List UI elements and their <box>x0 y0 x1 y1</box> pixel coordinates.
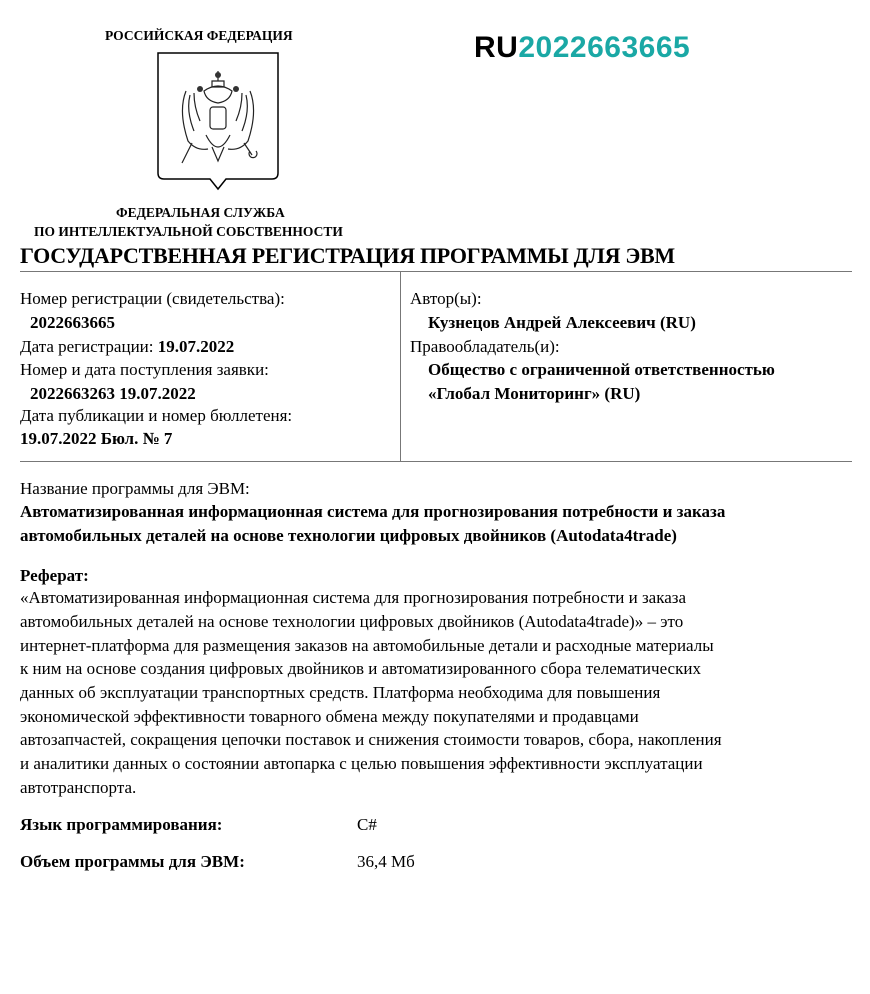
abstract-line: автомобильных деталей на основе технологии цифровых двойников (Autodata4trade)» – это <box>20 612 684 631</box>
language-value: C# <box>357 815 377 834</box>
reg-date: 19.07.2022 <box>157 337 235 356</box>
language-label: Язык программирования: <box>20 815 223 834</box>
country-name: РОССИЙСКАЯ ФЕДЕРАЦИЯ <box>105 28 293 43</box>
holders-label: Правообладатель(и): <box>410 337 560 356</box>
abstract-label: Реферат: <box>20 566 89 585</box>
holder-line2: «Глобал Мониторинг» (RU) <box>428 384 641 403</box>
agency-name-line2: ПО ИНТЕЛЛЕКТУАЛЬНОЙ СОБСТВЕННОСТИ <box>34 224 343 239</box>
publication-value: 19.07.2022 Бюл. № 7 <box>20 429 173 448</box>
abstract-line: «Автоматизированная информационная система для прогнозирования потребности и заказа <box>20 588 687 607</box>
divider-top <box>20 271 852 272</box>
abstract-line: автозапчастей, сокращения цепочки поставок и снижения стоимости товаров, сбора, накопления <box>20 730 722 749</box>
abstract-line: данных об эксплуатации транспортных средств. Платформа необходима для повышения <box>20 683 661 702</box>
size-label: Объем программы для ЭВМ: <box>20 852 245 871</box>
abstract-line: экономической эффективности товарного обмена между покупателями и продавцами <box>20 707 639 726</box>
coat-of-arms-emblem <box>156 51 280 197</box>
application-label: Номер и дата поступления заявки: <box>20 360 269 379</box>
application-value: 2022663263 19.07.2022 <box>30 384 196 403</box>
document-number-digits: 2022663665 <box>518 31 691 64</box>
holder-line1: Общество с ограниченной ответственностью <box>428 360 775 379</box>
abstract-line: автотранспорта. <box>20 778 137 797</box>
document-title: ГОСУДАРСТВЕННАЯ РЕГИСТРАЦИЯ ПРОГРАММЫ ДЛЯ ЭВМ <box>20 243 675 268</box>
size-value: 36,4 Мб <box>357 852 415 871</box>
reg-number-label: Номер регистрации (свидетельства): <box>20 289 285 308</box>
document-prefix: RU <box>474 31 519 64</box>
divider-middle <box>20 461 852 462</box>
author-name: Кузнецов Андрей Алексеевич (RU) <box>428 313 696 332</box>
reg-date-row <box>20 338 234 355</box>
program-name-label: Название программы для ЭВМ: <box>20 479 250 498</box>
program-name-line: Автоматизированная информационная система для прогнозирования потребности и заказа <box>20 502 726 521</box>
agency-name-line1: ФЕДЕРАЛЬНАЯ СЛУЖБА <box>116 205 285 220</box>
abstract-line: интернет-платформа для размещения заказов на автомобильные детали и расходные материалы <box>20 636 714 655</box>
authors-label: Автор(ы): <box>410 289 482 308</box>
document-number <box>474 33 690 63</box>
reg-number: 2022663665 <box>30 313 115 332</box>
publication-label: Дата публикации и номер бюллетеня: <box>20 406 293 425</box>
reg-date-label: Дата регистрации: <box>20 337 154 356</box>
abstract-line: и аналитики данных о состоянии автопарка с целью повышения эффективности эксплуатации <box>20 754 703 773</box>
abstract-line: к ним на основе создания цифровых двойников и автоматизированного сбора телематических <box>20 659 701 678</box>
program-name-line: автомобильных деталей на основе технологии цифровых двойников (Autodata4trade) <box>20 526 677 545</box>
divider-vertical <box>400 271 401 461</box>
